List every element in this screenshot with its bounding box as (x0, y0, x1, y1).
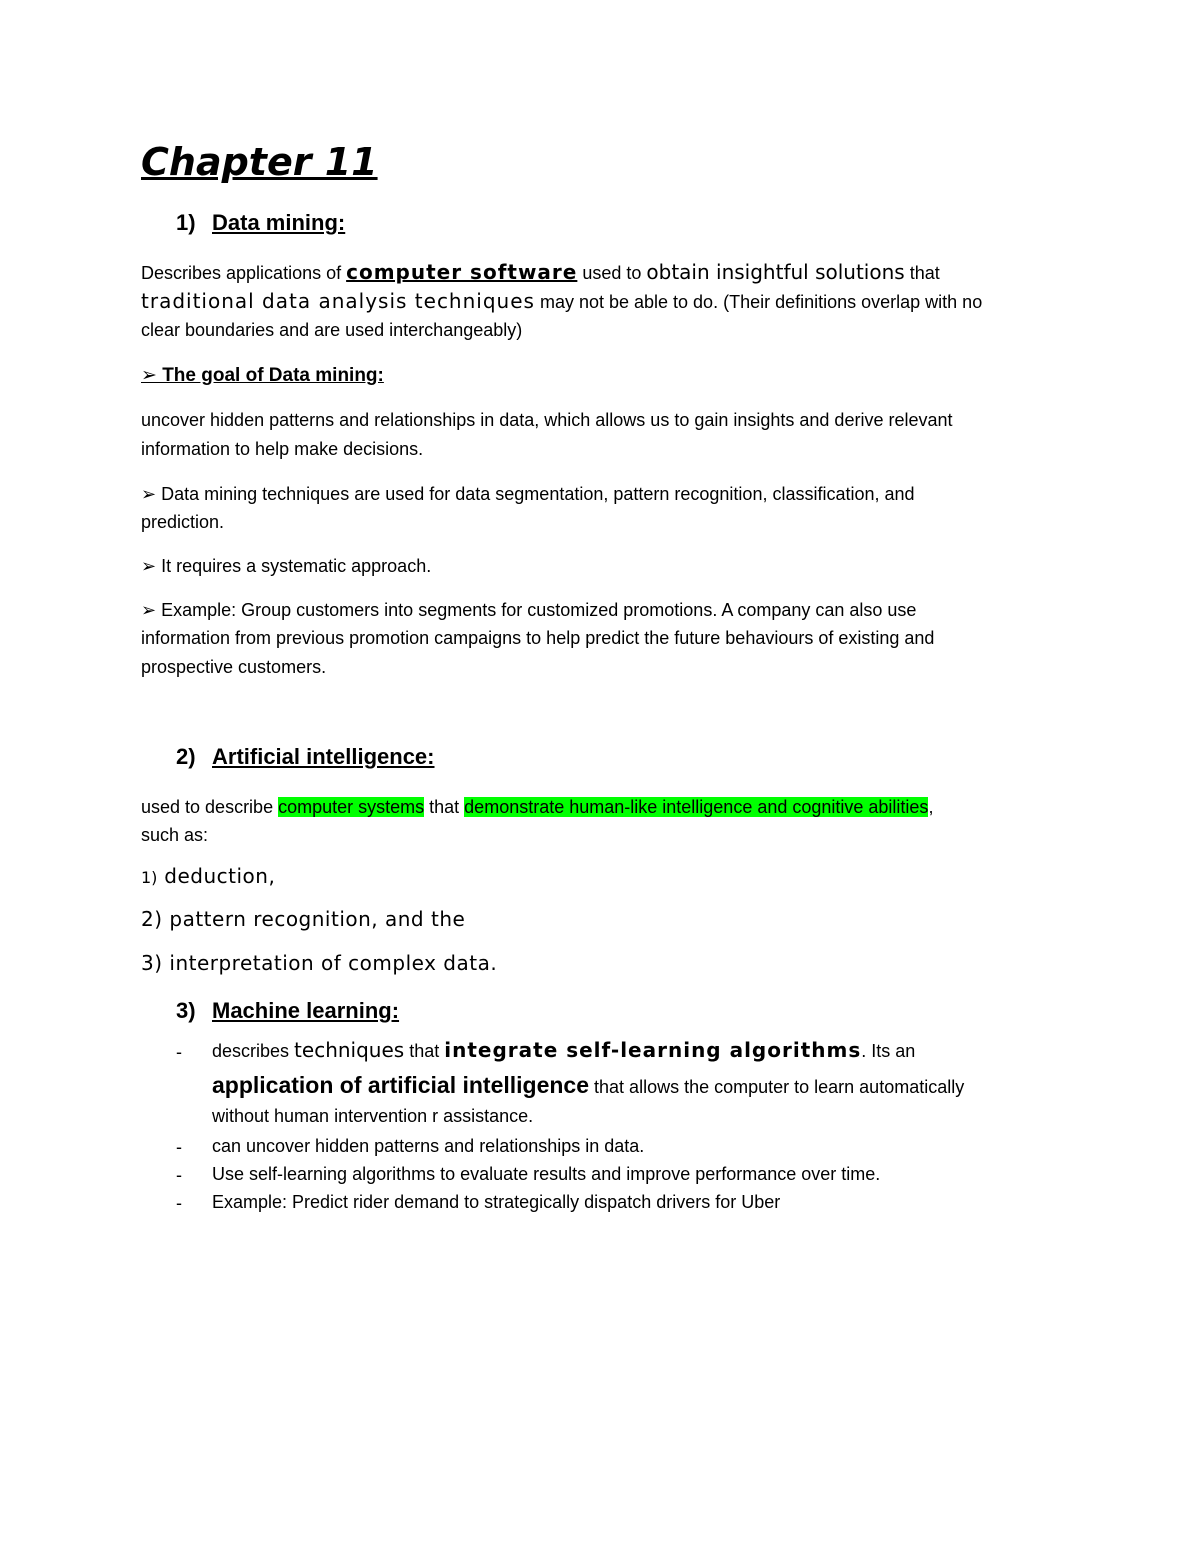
page-title: Chapter 11 (141, 140, 378, 184)
bullet-line: prediction. (141, 512, 225, 532)
bullet-dash: - (176, 1137, 182, 1157)
emphasis-text: traditional data analysis techniques (141, 289, 535, 313)
bullet-line: information from previous promotion campaigns to help predict the future behaviours of existing and (141, 628, 935, 648)
section-title: Artificial intelligence: (212, 744, 435, 769)
bullet-line (212, 1036, 915, 1065)
emphasis-text: integrate self-learning algorithms (444, 1038, 862, 1062)
list-item: 3) interpretation of complex data. (141, 951, 498, 975)
bullet-dash: - (176, 1165, 182, 1185)
list-item (141, 864, 275, 888)
paragraph-line (141, 793, 933, 821)
section-heading-artificial-intelligence (176, 744, 435, 770)
bullet-line: ➢ Example: Group customers into segments for customized promotions. A company can also use (141, 600, 917, 620)
text-run: Describes applications of (141, 263, 347, 283)
section-heading-machine-learning (176, 998, 399, 1024)
section-number: 1) (176, 210, 196, 235)
bullet-line: ➢ Data mining techniques are used for data segmentation, pattern recognition, classification, and (141, 484, 915, 504)
bullet-line: prospective customers. (141, 657, 327, 677)
text-run: used to (577, 263, 647, 283)
bullet-line: ➢ It requires a systematic approach. (141, 556, 432, 576)
paragraph-line (141, 258, 940, 287)
section-title: Data mining: (212, 210, 346, 235)
emphasis-text: obtain insightful solutions (646, 260, 905, 284)
list-item: 2) pattern recognition, and the (141, 907, 466, 931)
paragraph-line: clear boundaries and are used interchangeably) (141, 320, 523, 340)
highlighted-text: computer systems (278, 797, 425, 817)
bullet-dash: - (176, 1042, 182, 1062)
bullet-line (212, 1071, 964, 1101)
paragraph-line: information to help make decisions. (141, 439, 424, 459)
paragraph-line: such as: (141, 825, 209, 845)
text-run: that (404, 1041, 445, 1061)
paragraph-line (141, 287, 982, 316)
text-run: describes (212, 1041, 295, 1061)
section-number: 2) (176, 744, 196, 769)
section-number: 3) (176, 998, 196, 1023)
text-run: may not be able to do. (Their definitions overlap with no (534, 292, 983, 312)
text-run: that (424, 797, 465, 817)
text-run: used to describe (141, 797, 279, 817)
section-title: Machine learning: (212, 998, 400, 1023)
emphasis-text: computer software (346, 260, 578, 284)
text-run: , (928, 797, 934, 817)
emphasis-text: application of artificial intelligence (212, 1072, 590, 1098)
bullet-line: without human intervention r assistance. (212, 1106, 534, 1126)
bullet-dash: - (176, 1193, 182, 1213)
paragraph-line: uncover hidden patterns and relationships in data, which allows us to gain insights and derive relevant (141, 410, 953, 430)
section-heading-data-mining (176, 210, 345, 236)
bullet-line: Example: Predict rider demand to strategically dispatch drivers for Uber (212, 1192, 781, 1212)
bullet-line: can uncover hidden patterns and relationships in data. (212, 1136, 645, 1156)
highlighted-text: demonstrate human-like intelligence and cognitive abilities (464, 797, 929, 817)
bullet-line: Use self-learning algorithms to evaluate results and improve performance over time. (212, 1164, 881, 1184)
emphasis-text: techniques (294, 1038, 405, 1062)
text-run: that allows the computer to learn automatically (589, 1077, 965, 1097)
text-run: that (904, 263, 940, 283)
list-number: 1) (141, 868, 158, 887)
text-run: . Its an (861, 1041, 916, 1061)
goal-heading: ➢ The goal of Data mining: (141, 365, 384, 386)
list-text: deduction, (157, 864, 276, 888)
